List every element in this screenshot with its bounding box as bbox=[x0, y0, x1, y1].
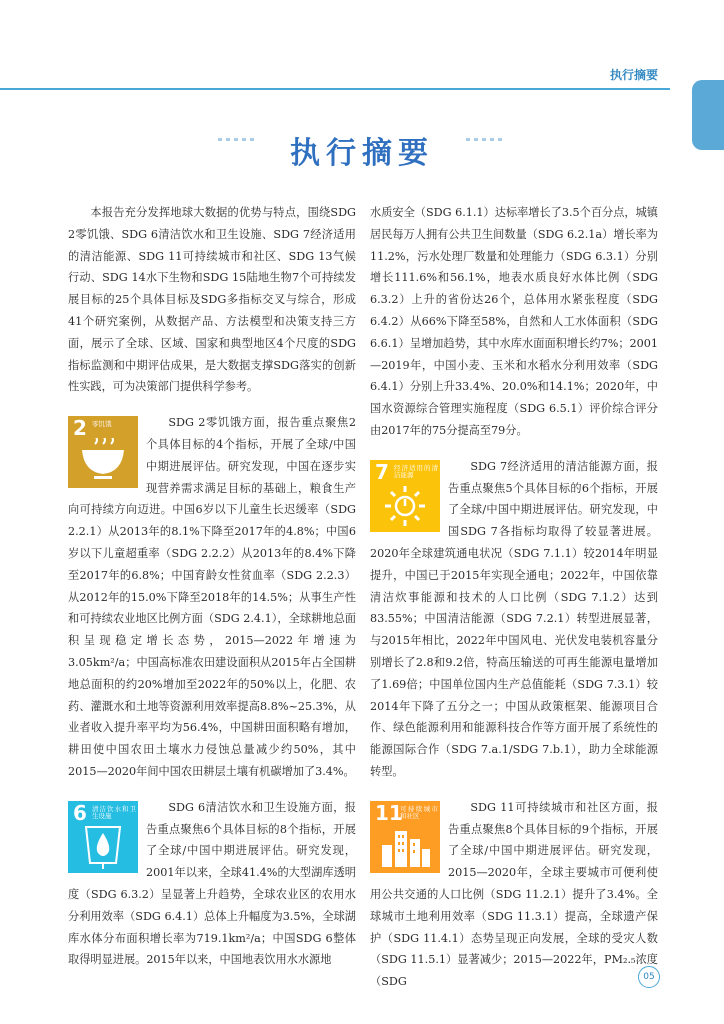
sdg6-badge-number: 6 bbox=[73, 800, 87, 825]
sdg2-paragraph: SDG 2零饥饿方面，报告重点聚焦2个具体目标的4个指标，开展了全球/中国中期进展评估。研究发现，中国在逐步实现营养需求满足目标的基础上，粮食生产向可持续方向迈进。中国6岁以下儿童生长迟缓率（SDG 2.2.1）从2013年的8.1%下降至2017年的4.8%；中国6岁以下儿童超重率（SDG 2.2.2）从2013年的8.4%下降至2017年的6.8%；中国育龄女性贫血率（SDG 2.2.3）从2012年的15.0%下降至2018年的14.5%；从事生产性和可持续农业地区比例方面（SDG 2.4.1），全球耕地总面积呈现稳定增长态势，2015—2022年增速为3.05km²/a；中国高标准农田建设面积从2015年占全国耕地总面积的约20%增加至2022年的50%以上，化肥、农药、灌溉水和土地等资源利用效率提高8.8%~25.3%，从业者收入提升率平均为56.4%，中国耕田面积略有增加，耕田使中国农田土壤水力侵蚀总量减少约50%，其中2015—2020年间中国农田耕层土壤有机碳增加了3.4%。 bbox=[68, 416, 356, 778]
bowl-icon bbox=[68, 438, 138, 486]
sdg11-paragraph: SDG 11可持续城市和社区方面，报告重点聚焦8个具体目标的9个指标，开展了全球/中国中期进展评估。研究发现，2015—2020年，全球主要城市可便利使用公共交通的人口比例（SDG 11.2.1）提升了3.4%。全球城市土地利用效率（SDG 11.3.1）提高，全球遗产保护（SDG 11.4.1）态势呈现正向发展，全球的受灾人数（SDG 11.5.1）显著减少；2015—2022年，PM₂.₅浓度（SDG bbox=[370, 800, 658, 989]
sdg7-section bbox=[370, 456, 658, 783]
sdg7-paragraph: SDG 7经济适用的清洁能源方面，报告重点聚焦5个具体目标的6个指标，开展了全球/中国中期进展评估。研究发现，中国SDG 7各指标均取得了较显著进展。2020年全球建筑通电状况（SDG 7.1.1）较2014年明显提升，中国已于2015年实现全通电；2022年，中国依靠清洁炊事能源和技术的人口比例（SDG 7.1.2）达到83.55%；中国清洁能源（SDG 7.2.1）转型进展显著，与2015年相比，2022年中国风电、光伏发电装机容量分别增长了2.8和9.2倍，特高压输送的可再生能源电量增加了1.69倍；中国单位国内生产总值能耗（SDG 7.3.1）较2014年下降了五分之一；中国从政策框架、能源项目合作、绿色能源利用和能源科技合作等方面开展了系统性的能源国际合作（SDG 7.a.1/SDG 7.b.1），助力全球能源转型。 bbox=[370, 459, 658, 778]
sdg2-section bbox=[68, 412, 356, 783]
sdg6-paragraph: SDG 6清洁饮水和卫生设施方面，报告重点聚焦6个具体目标的8个指标，开展了全球/中国中期进展评估。研究发现，2001年以来，全球41.4%的大型湖库透明度（SDG 6.3.2）呈显著上升趋势，全球农业区的农用水分利用效率（SDG 6.4.1）总体上升幅度为3.5%，全球湖库水体分布面积增长率为719.1km²/a；中国SDG 6整体取得明显进展。2015年以来，中国地表饮用水水源地 bbox=[68, 800, 356, 967]
sdg6-continued-paragraph: 水质安全（SDG 6.1.1）达标率增长了3.5个百分点，城镇居民每万人拥有公共卫生间数量（SDG 6.2.1a）增长率为11.2%，污水处理厂数量和处理能力（SDG 6.3.1）分别增长111.6%和56.1%，地表水质良好水体比例（SDG 6.3.2）上升的省份达26个，总体用水紧张程度（SDG 6.4.2）从66%下降至58%，自然和人工水体面积（SDG 6.6.1）呈增加趋势，其中水库水面面积增长约7%；2001—2019年，中国小麦、玉米和水稻水分利用效率（SDG 6.4.1）分别上升33.4%、20.0%和14.1%；2020年，中国水资源综合管理实施程度（SDG 6.5.1）评价综合评分由2017年的75分提高至79分。 bbox=[370, 206, 659, 437]
sdg6-section bbox=[68, 797, 356, 971]
sdg7-badge-number: 7 bbox=[375, 459, 389, 484]
title-decoration-right bbox=[466, 138, 506, 141]
sdg11-badge bbox=[370, 801, 440, 873]
intro-paragraph: 本报告充分发挥地球大数据的优势与特点，围绕SDG 2零饥饿、SDG 6清洁饮水和卫生设施、SDG 7经济适用的清洁能源、SDG 11可持续城市和社区、SDG 13气候行动、SDG 14水下生物和SDG 15陆地生物7个可持续发展目标的25个具体目标及SDG多指标交叉与综合，形成41个研究案例，从数据产品、方法模型和决策支持三方面，展示了全球、区域、国家和典型地区4个尺度的SDG指标监测和中期评估成果，是大数据支撑SDG落实的创新性实践，可为决策部门提供科学参考。 bbox=[68, 206, 356, 394]
page-title: 执行摘要 bbox=[290, 136, 434, 171]
sdg11-badge-label: 可持续城市和社区 bbox=[400, 804, 438, 820]
right-column bbox=[370, 202, 658, 993]
sdg7-badge bbox=[370, 460, 440, 532]
section-header-label: 执行摘要 bbox=[609, 68, 658, 82]
sdg7-badge-label: 经济适用的清洁能源 bbox=[394, 463, 438, 479]
sdg2-badge-label: 零饥饿 bbox=[92, 420, 112, 429]
sdg2-badge-number: 2 bbox=[73, 416, 87, 441]
left-column bbox=[68, 202, 356, 971]
sun-power-icon bbox=[370, 482, 440, 530]
header-rule bbox=[0, 88, 670, 90]
sdg6-badge-label: 清洁饮水和卫生设施 bbox=[92, 804, 136, 820]
page-number: 05 bbox=[638, 966, 660, 988]
sdg2-badge bbox=[68, 416, 138, 488]
sdg11-section bbox=[370, 797, 658, 993]
water-drop-icon bbox=[68, 823, 138, 871]
city-buildings-icon bbox=[370, 823, 440, 871]
sdg6-badge bbox=[68, 801, 138, 873]
sdg11-badge-number: 11 bbox=[375, 800, 403, 825]
